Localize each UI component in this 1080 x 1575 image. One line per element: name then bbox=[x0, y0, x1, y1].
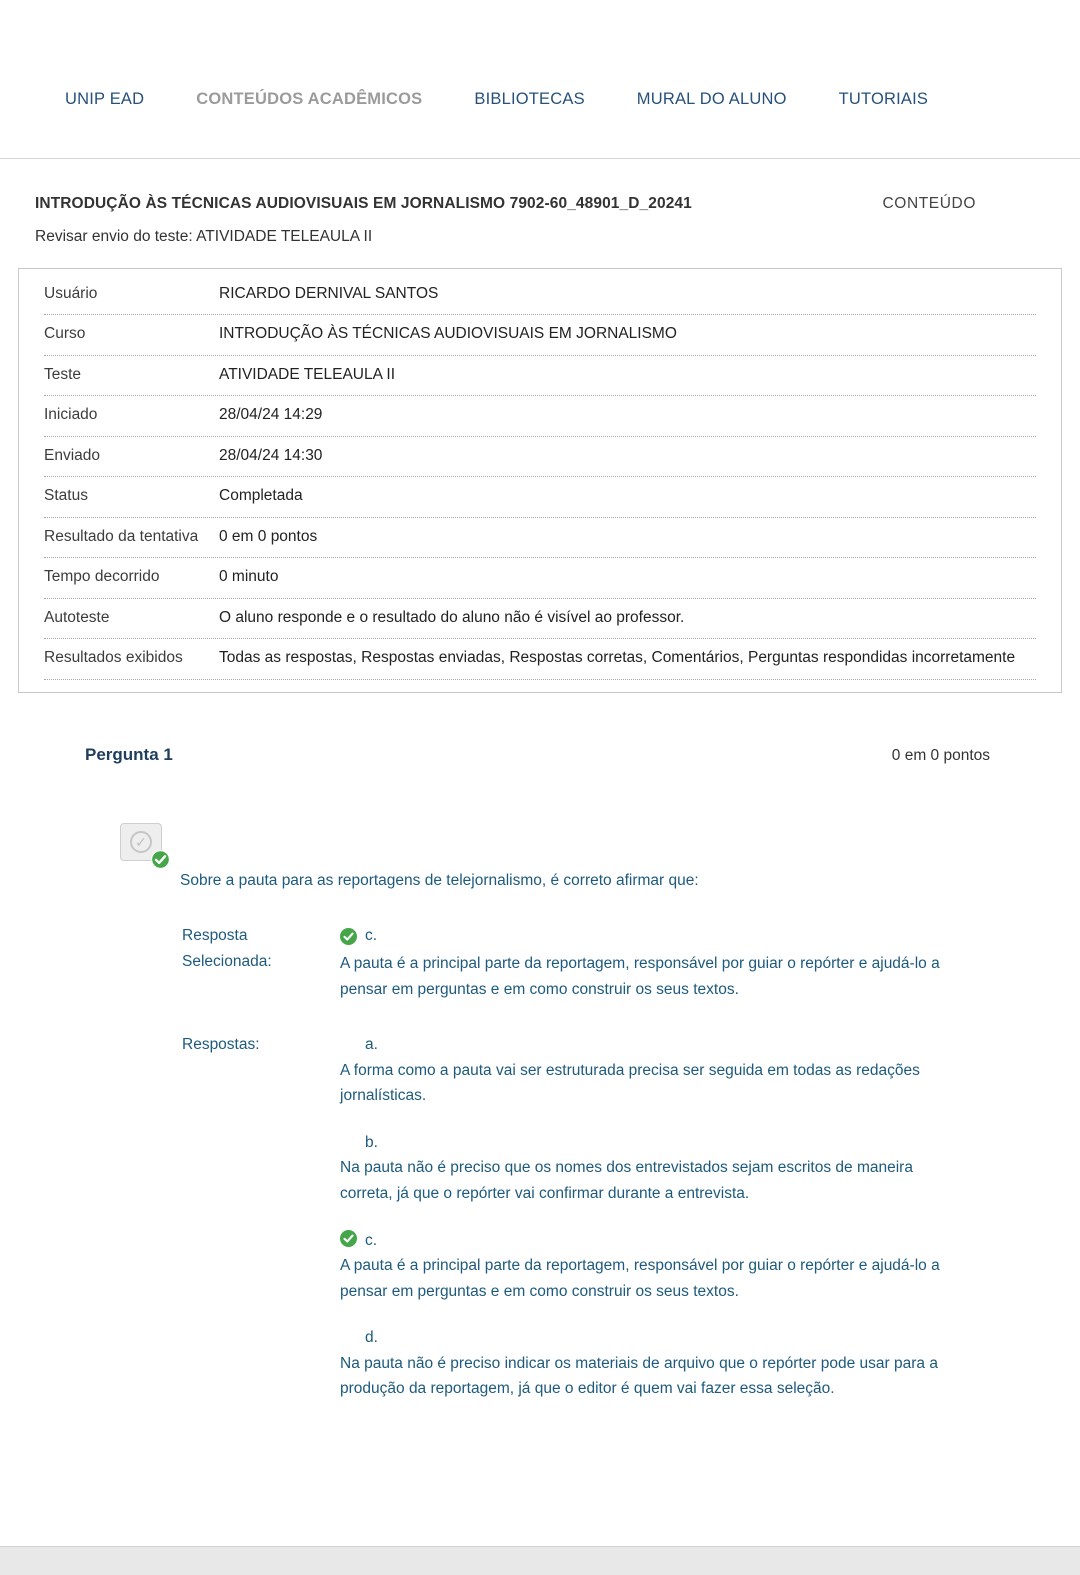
answer-option-d bbox=[340, 1325, 964, 1402]
summary-row-autoteste bbox=[44, 599, 1036, 639]
summary-value: 0 em 0 pontos bbox=[219, 527, 318, 545]
summary-value: ATIVIDADE TELEAULA II bbox=[219, 365, 396, 383]
summary-label: Teste bbox=[44, 365, 82, 383]
conteudo-menu-link[interactable]: CONTEÚDO bbox=[882, 195, 976, 212]
summary-row-enviado bbox=[44, 437, 1036, 477]
question-type-icon bbox=[120, 823, 164, 865]
option-head bbox=[340, 1228, 964, 1254]
summary-label: Curso bbox=[44, 325, 86, 343]
nav-item-bibliotecas[interactable]: BIBLIOTECAS bbox=[474, 90, 585, 108]
selected-answer-head bbox=[340, 923, 964, 949]
nav-item-conteudos-academicos[interactable]: CONTEÚDOS ACADÊMICOS bbox=[196, 90, 423, 108]
option-head bbox=[340, 1032, 964, 1058]
selected-answer-text: A pauta é a principal parte da reportagem, responsável por guiar o repórter e ajudá-lo a pensar em perguntas e em como construir os seus textos. bbox=[340, 955, 940, 998]
summary-value: INTRODUÇÃO ÀS TÉCNICAS AUDIOVISUAIS EM JORNALISMO bbox=[219, 325, 677, 343]
option-letter: d. bbox=[365, 1329, 378, 1347]
summary-label: Status bbox=[44, 487, 88, 505]
summary-value: 28/04/24 14:30 bbox=[219, 446, 323, 464]
nav-item-unip-ead[interactable]: UNIP EAD bbox=[65, 90, 145, 108]
page-header bbox=[0, 159, 1080, 246]
answers-row bbox=[182, 1032, 964, 1402]
question-title: Pergunta 1 bbox=[85, 744, 173, 764]
summary-row-resultado bbox=[44, 518, 1036, 558]
answer-option-c bbox=[340, 1228, 964, 1305]
nav-item-tutoriais[interactable]: TUTORIAIS bbox=[838, 90, 929, 108]
summary-label: Enviado bbox=[44, 446, 101, 464]
course-title: INTRODUÇÃO ÀS TÉCNICAS AUDIOVISUAIS EM JORNALISMO 7902-60_48901_D_20241 bbox=[35, 195, 692, 212]
correct-check-icon bbox=[340, 1230, 357, 1247]
selected-answer-letter: c. bbox=[365, 927, 378, 945]
summary-row-tempo bbox=[44, 558, 1036, 598]
selected-answer-content bbox=[340, 923, 964, 1002]
option-letter: c. bbox=[365, 1231, 378, 1249]
summary-row-status bbox=[44, 477, 1036, 517]
summary-value: RICARDO DERNIVAL SANTOS bbox=[219, 285, 439, 302]
top-navigation bbox=[0, 0, 1080, 159]
summary-label: Autoteste bbox=[44, 608, 110, 626]
selected-answer-label: Resposta Selecionada: bbox=[182, 927, 272, 971]
summary-label: Resultados exibidos bbox=[44, 649, 183, 667]
summary-value: 28/04/24 14:29 bbox=[219, 406, 323, 424]
correct-check-icon bbox=[340, 928, 357, 945]
summary-label: Usuário bbox=[44, 285, 98, 302]
option-head bbox=[340, 1130, 964, 1156]
circle-check-glyph: ✓ bbox=[130, 831, 152, 853]
question-1-section bbox=[85, 745, 990, 1402]
question-prompt: Sobre a pauta para as reportagens de telejornalismo, é correto afirmar que: bbox=[180, 871, 699, 889]
page-subtitle: Revisar envio do teste: ATIVIDADE TELEAULA II bbox=[35, 228, 373, 245]
title-row bbox=[35, 195, 1080, 213]
question-header bbox=[85, 745, 990, 765]
option-head bbox=[340, 1325, 964, 1351]
summary-label: Iniciado bbox=[44, 406, 98, 424]
question-points: 0 em 0 pontos bbox=[891, 746, 990, 764]
option-text: A pauta é a principal parte da reportagem, responsável por guiar o repórter e ajudá-lo a pensar em perguntas e em como construir os seus textos. bbox=[340, 1257, 940, 1300]
selected-answer-row bbox=[182, 923, 964, 1002]
summary-value: Completada bbox=[219, 487, 303, 505]
summary-label: Resultado da tentativa bbox=[44, 527, 199, 545]
summary-value: 0 minuto bbox=[219, 568, 279, 586]
summary-label: Tempo decorrido bbox=[44, 568, 160, 586]
nav-item-mural-do-aluno[interactable]: MURAL DO ALUNO bbox=[636, 90, 787, 108]
answers-list bbox=[340, 1032, 964, 1402]
attempt-summary-box bbox=[18, 268, 1062, 693]
answer-option-a bbox=[340, 1032, 964, 1109]
summary-row-iniciado bbox=[44, 396, 1036, 436]
summary-value: O aluno responde e o resultado do aluno não é visível ao professor. bbox=[219, 608, 685, 626]
summary-row-resultados-exibidos bbox=[44, 639, 1036, 679]
option-text: Na pauta não é preciso indicar os materiais de arquivo que o repórter pode usar para a produção da reportagem, já que o editor é quem vai fazer essa seleção. bbox=[340, 1354, 938, 1398]
option-letter: b. bbox=[365, 1133, 378, 1151]
summary-value: Todas as respostas, Respostas enviadas, Respostas corretas, Comentários, Perguntas respondidas incorretamente bbox=[219, 649, 1016, 667]
answer-option-b bbox=[340, 1130, 964, 1207]
summary-row-teste bbox=[44, 356, 1036, 396]
answers-label: Respostas: bbox=[182, 1036, 260, 1054]
summary-row-usuario bbox=[44, 275, 1036, 315]
green-check-badge-icon bbox=[151, 850, 170, 869]
option-text: A forma como a pauta vai ser estruturada precisa ser seguida em todas as redações jornalísticas. bbox=[340, 1061, 920, 1105]
option-letter: a. bbox=[365, 1036, 378, 1054]
option-text: Na pauta não é preciso que os nomes dos entrevistados sejam escritos de maneira correta, já que o repórter vai confirmar durante a entrevista. bbox=[340, 1159, 913, 1202]
page-footer-strip bbox=[0, 1546, 1080, 1575]
summary-row-curso bbox=[44, 315, 1036, 355]
